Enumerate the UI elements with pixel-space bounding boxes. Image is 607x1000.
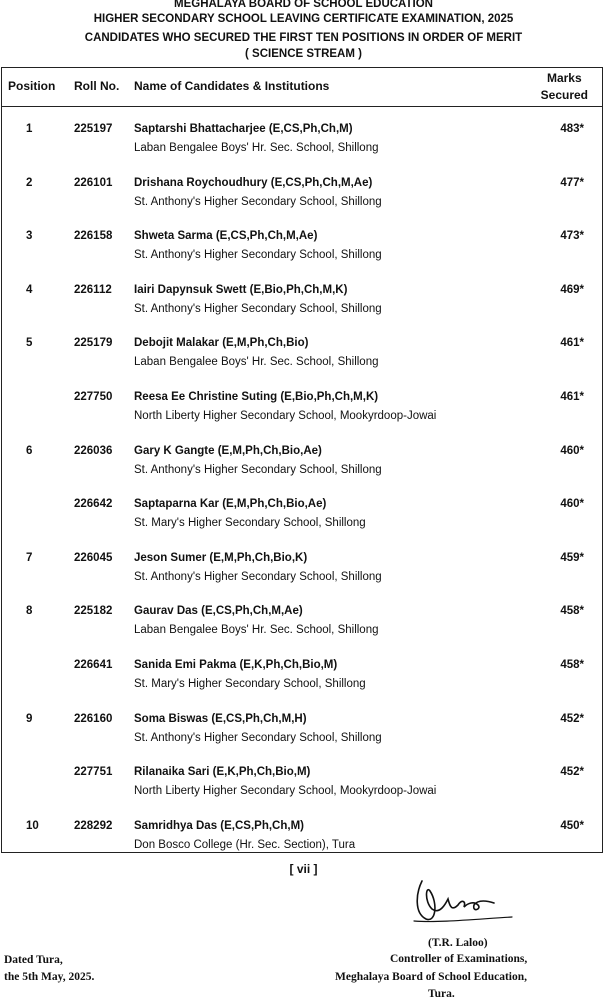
row-roll-no: 226101 xyxy=(74,176,113,189)
row-institution: St. Anthony's Higher Secondary School, Shillong xyxy=(134,731,382,744)
row-roll-no: 227751 xyxy=(74,766,113,779)
row-position: 5 xyxy=(26,337,33,350)
row-marks: 459* xyxy=(560,551,584,564)
row-roll-no: 226112 xyxy=(74,283,112,296)
page-number: [ vii ] xyxy=(289,862,318,876)
row-institution: Laban Bengalee Boys' Hr. Sec. School, Shillong xyxy=(134,624,379,637)
row-candidate-name: Jeson Sumer (E,M,Ph,Ch,Bio,K) xyxy=(134,551,308,564)
row-candidate-name: Samridhya Das (E,CS,Ph,Ch,M) xyxy=(134,819,304,832)
row-candidate-name: Shweta Sarma (E,CS,Ph,Ch,M,Ae) xyxy=(134,230,318,243)
row-institution: St. Anthony's Higher Secondary School, Shillong xyxy=(134,463,382,476)
signatory-designation: Controller of Examinations, xyxy=(390,953,528,965)
row-institution: Don Bosco College (Hr. Sec. Section), Tura xyxy=(134,838,356,851)
row-candidate-name: Rilanaika Sari (E,K,Ph,Ch,Bio,M) xyxy=(134,766,311,779)
table-row xyxy=(2,227,602,281)
row-institution: St. Anthony's Higher Secondary School, Shillong xyxy=(134,195,382,208)
table-row xyxy=(2,549,602,603)
board-title: MEGHALAYA BOARD OF SCHOOL EDUCATION xyxy=(174,0,433,10)
row-roll-no: 228292 xyxy=(74,819,113,832)
row-marks: 473* xyxy=(560,230,584,243)
row-candidate-name: Soma Biswas (E,CS,Ph,Ch,M,H) xyxy=(134,712,307,725)
row-marks: 458* xyxy=(560,659,584,671)
row-marks: 477* xyxy=(560,176,584,189)
row-candidate-name: Reesa Ee Christine Suting (E,Bio,Ph,Ch,M,K) xyxy=(134,391,379,403)
row-candidate-name: Iairi Dapynsuk Swett (E,Bio,Ph,Ch,M,K) xyxy=(134,283,348,296)
signature-image xyxy=(408,873,518,933)
row-candidate-name: Gaurav Das (E,CS,Ph,Ch,M,Ae) xyxy=(134,605,303,618)
table-row xyxy=(2,495,602,549)
row-candidate-name: Gary K Gangte (E,M,Ph,Ch,Bio,Ae) xyxy=(134,444,322,457)
column-roll-no: Roll No. xyxy=(74,79,120,93)
row-position: 2 xyxy=(26,176,33,189)
row-roll-no: 227750 xyxy=(74,391,113,403)
row-roll-no: 225179 xyxy=(74,337,113,350)
row-position: 4 xyxy=(26,283,33,296)
row-roll-no: 226160 xyxy=(74,712,113,725)
row-candidate-name: Saptarshi Bhattacharjee (E,CS,Ph,Ch,M) xyxy=(134,123,353,135)
stream-label: ( SCIENCE STREAM ) xyxy=(245,48,362,60)
merit-table xyxy=(1,67,603,853)
dated-place: Dated Tura, xyxy=(4,954,63,966)
row-marks: 483* xyxy=(560,123,584,135)
table-row xyxy=(2,174,602,228)
column-position: Position xyxy=(8,79,56,93)
row-position: 1 xyxy=(26,123,33,135)
row-position: 6 xyxy=(26,444,33,457)
dated-date: the 5th May, 2025. xyxy=(4,971,95,983)
row-marks: 452* xyxy=(560,766,584,779)
table-row xyxy=(2,388,602,442)
row-position: 7 xyxy=(26,551,33,564)
exam-title: HIGHER SECONDARY SCHOOL LEAVING CERTIFICATE EXAMINATION, 2025 xyxy=(93,13,514,25)
table-row xyxy=(2,602,602,656)
merit-subtitle: CANDIDATES WHO SECURED THE FIRST TEN POSITIONS IN ORDER OF MERIT xyxy=(84,32,523,44)
row-roll-no: 226036 xyxy=(74,444,113,457)
row-candidate-name: Sanida Emi Pakma (E,K,Ph,Ch,Bio,M) xyxy=(134,659,338,671)
row-position: 9 xyxy=(26,712,33,725)
column-marks-line2: Secured xyxy=(540,88,588,102)
row-roll-no: 225182 xyxy=(74,605,113,618)
row-marks: 461* xyxy=(560,391,584,403)
row-roll-no: 226158 xyxy=(74,230,113,243)
table-row xyxy=(2,334,602,388)
row-candidate-name: Debojit Malakar (E,M,Ph,Ch,Bio) xyxy=(134,337,309,350)
row-institution: Laban Bengalee Boys' Hr. Sec. School, Shillong xyxy=(134,142,379,154)
table-row xyxy=(2,656,602,710)
row-institution: St. Anthony's Higher Secondary School, Shillong xyxy=(134,570,382,583)
table-row xyxy=(2,281,602,335)
row-institution: St. Anthony's Higher Secondary School, Shillong xyxy=(134,249,382,262)
row-marks: 458* xyxy=(560,605,584,618)
column-marks-line1: Marks xyxy=(546,71,582,85)
row-roll-no: 225197 xyxy=(74,123,113,135)
table-row xyxy=(2,442,602,496)
row-institution: Laban Bengalee Boys' Hr. Sec. School, Shillong xyxy=(134,356,379,369)
row-marks: 469* xyxy=(560,283,584,296)
row-roll-no: 226045 xyxy=(74,551,113,564)
row-institution: North Liberty Higher Secondary School, Mookyrdoop-Jowai xyxy=(134,785,437,798)
row-position: 8 xyxy=(26,605,33,618)
row-roll-no: 226641 xyxy=(74,659,113,671)
table-row xyxy=(2,120,602,174)
row-position: 3 xyxy=(26,230,33,243)
row-institution: St. Mary's Higher Secondary School, Shillong xyxy=(134,678,366,690)
table-header xyxy=(2,68,602,107)
signatory-place: Tura. xyxy=(428,988,455,1000)
row-marks: 460* xyxy=(560,498,584,511)
row-marks: 460* xyxy=(560,444,584,457)
column-marks xyxy=(541,70,588,104)
row-roll-no: 226642 xyxy=(74,498,113,511)
row-position: 10 xyxy=(26,819,39,832)
row-institution: St. Mary's Higher Secondary School, Shillong xyxy=(134,517,366,530)
signatory-name: (T.R. Laloo) xyxy=(428,937,488,949)
row-institution: St. Anthony's Higher Secondary School, Shillong xyxy=(134,302,382,315)
row-marks: 450* xyxy=(560,819,584,832)
column-name: Name of Candidates & Institutions xyxy=(134,79,330,93)
signatory-board: Meghalaya Board of School Education, xyxy=(335,971,528,983)
row-institution: North Liberty Higher Secondary School, Mookyrdoop-Jowai xyxy=(134,410,437,422)
table-row xyxy=(2,763,602,817)
row-marks: 452* xyxy=(560,712,584,725)
row-candidate-name: Drishana Roychoudhury (E,CS,Ph,Ch,M,Ae) xyxy=(134,176,373,189)
row-marks: 461* xyxy=(560,337,584,350)
table-row xyxy=(2,710,602,764)
row-candidate-name: Saptaparna Kar (E,M,Ph,Ch,Bio,Ae) xyxy=(134,498,327,511)
